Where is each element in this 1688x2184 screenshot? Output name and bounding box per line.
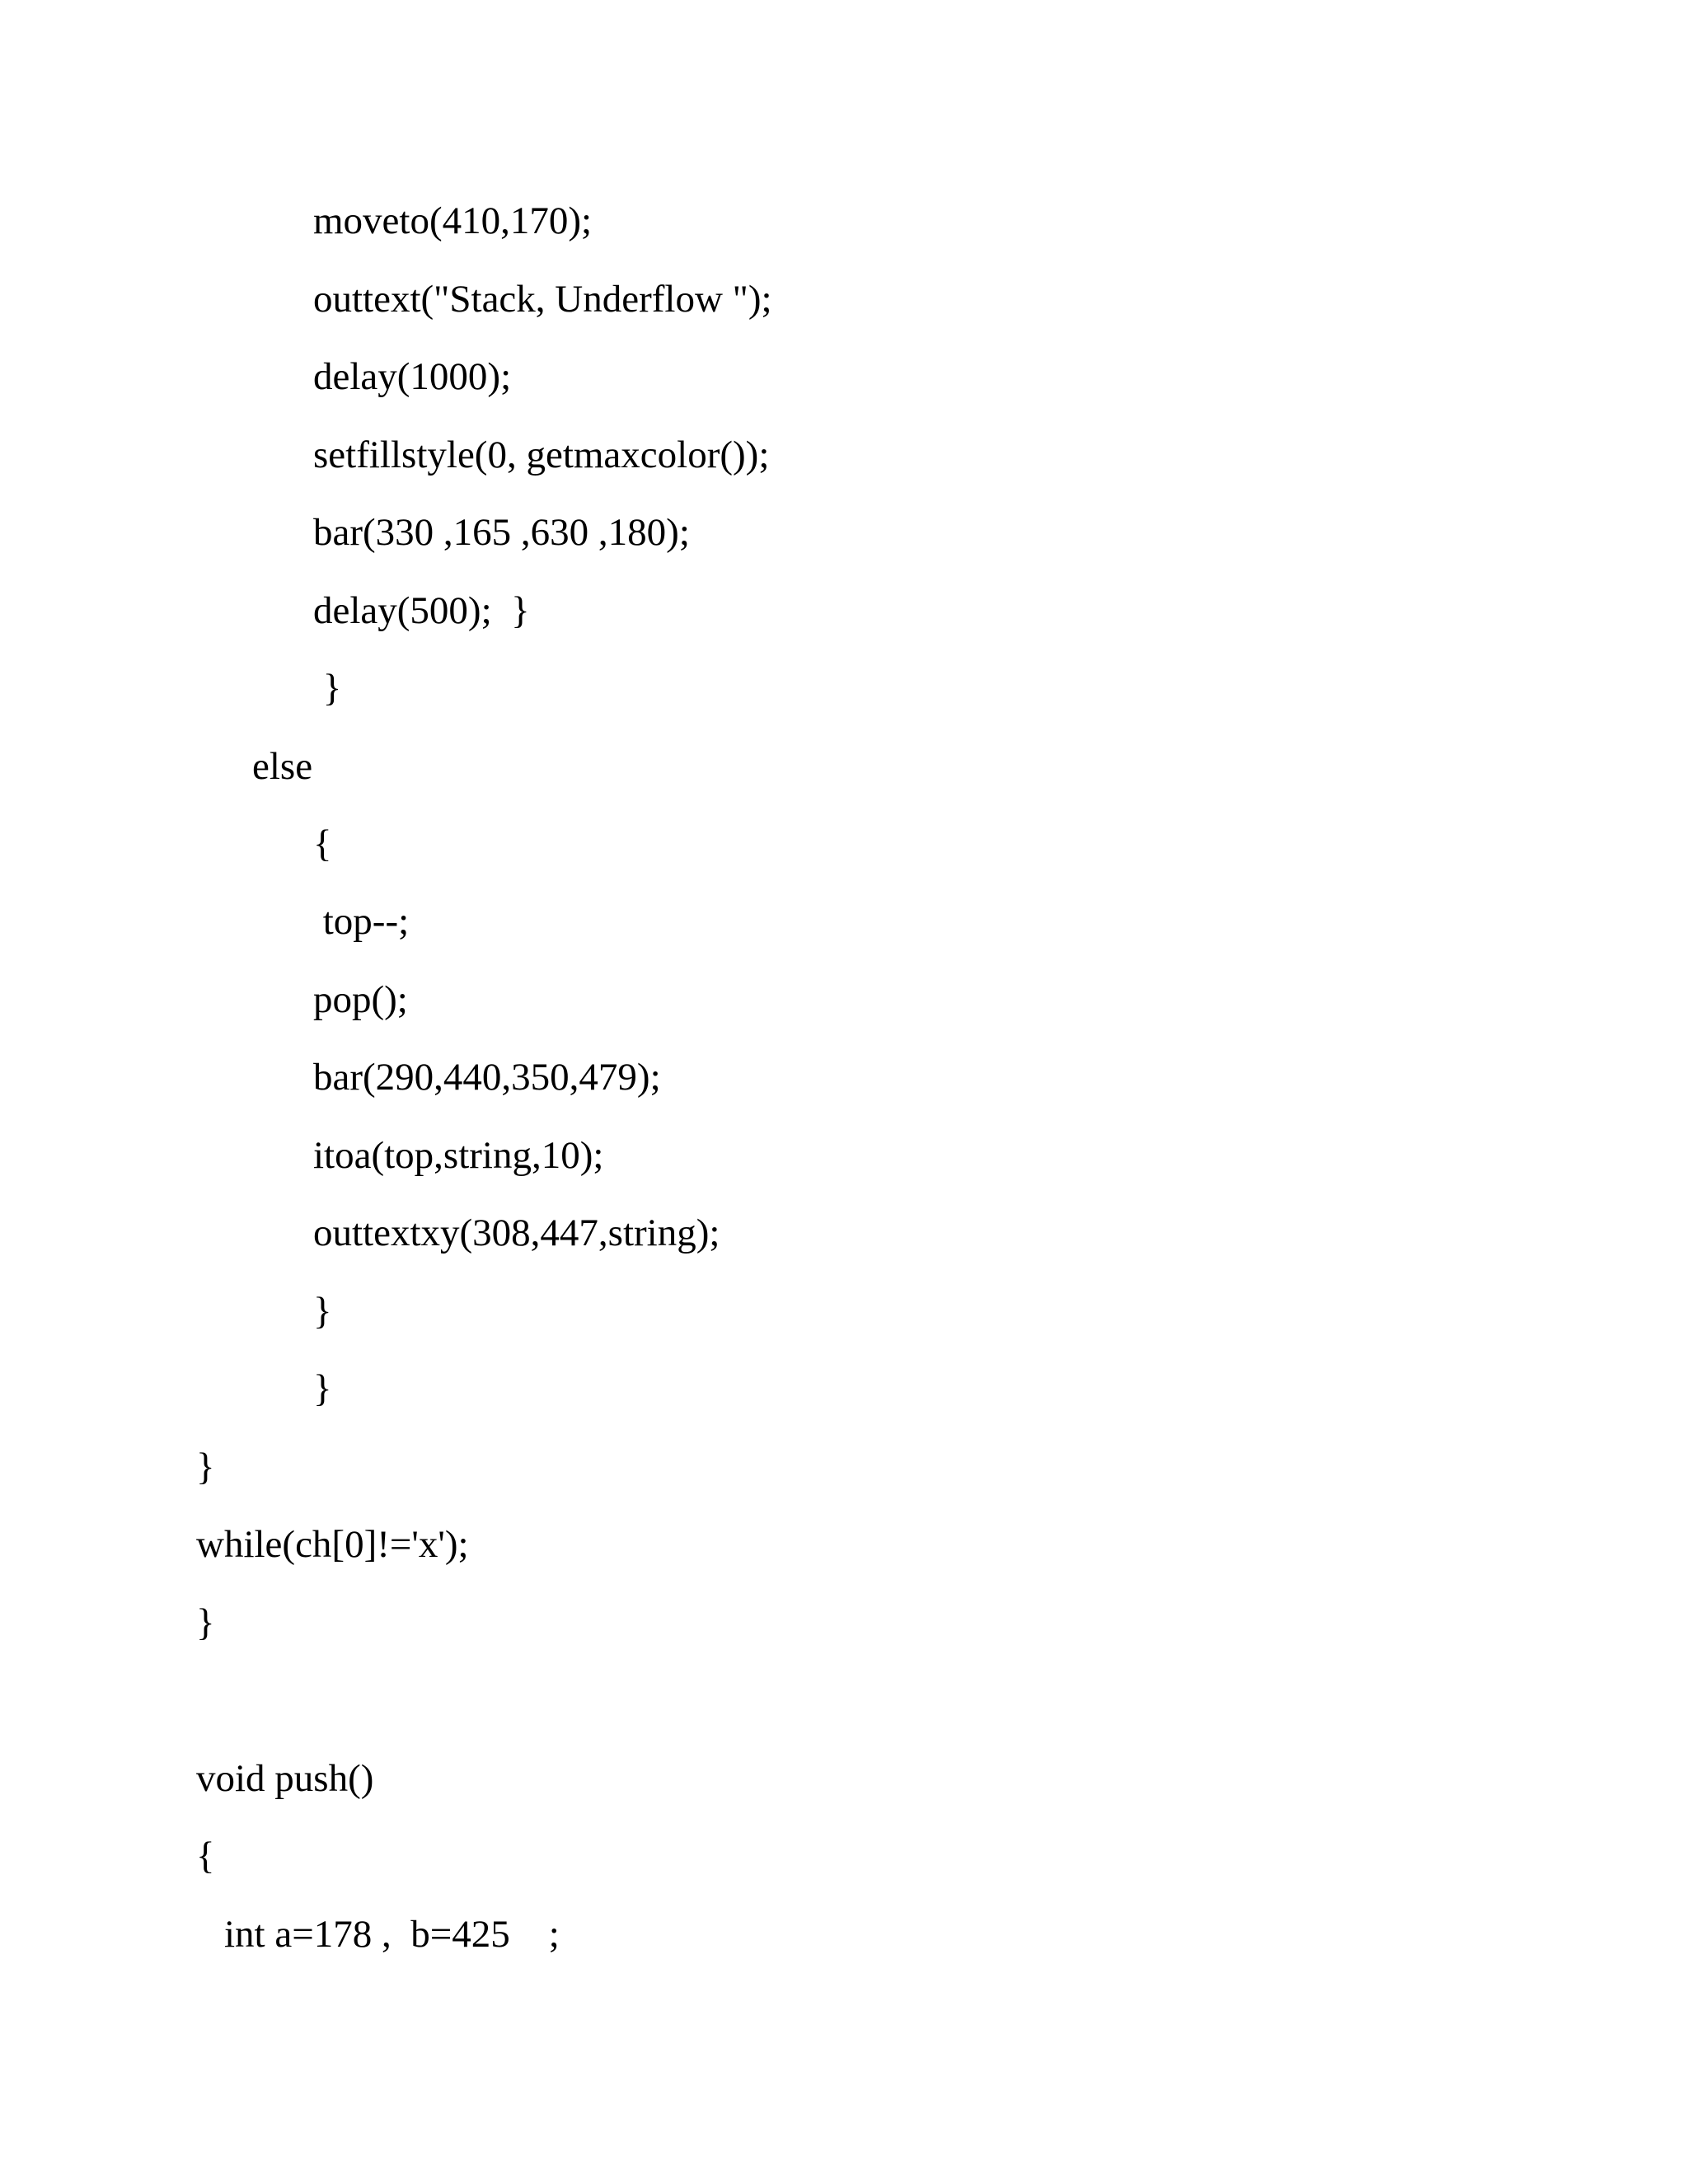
code-line: {: [196, 1835, 215, 1877]
code-line: setfillstyle(0, getmaxcolor());: [313, 434, 770, 476]
code-line: }: [196, 1601, 215, 1644]
code-line: }: [313, 667, 342, 710]
code-line: }: [196, 1446, 215, 1488]
code-line: bar(330 ,165 ,630 ,180);: [313, 511, 690, 554]
code-line: else: [252, 745, 313, 788]
code-line: bar(290,440,350,479);: [313, 1056, 661, 1099]
code-line: {: [313, 823, 332, 865]
code-line: while(ch[0]!='x');: [196, 1523, 469, 1566]
code-line: int a=178 , b=425 ;: [224, 1913, 560, 1956]
code-line: top--;: [313, 900, 410, 943]
code-line: moveto(410,170);: [313, 199, 593, 242]
code-line: outtextxy(308,447,string);: [313, 1212, 720, 1254]
code-line: }: [313, 1367, 332, 1410]
code-line: itoa(top,string,10);: [313, 1134, 604, 1177]
code-line: void push(): [196, 1757, 374, 1800]
code-line: }: [313, 1290, 332, 1333]
code-line: delay(500); }: [313, 589, 530, 632]
code-line: outtext("Stack, Underflow ");: [313, 278, 772, 321]
code-line: delay(1000);: [313, 355, 512, 398]
code-line: pop();: [313, 978, 408, 1021]
